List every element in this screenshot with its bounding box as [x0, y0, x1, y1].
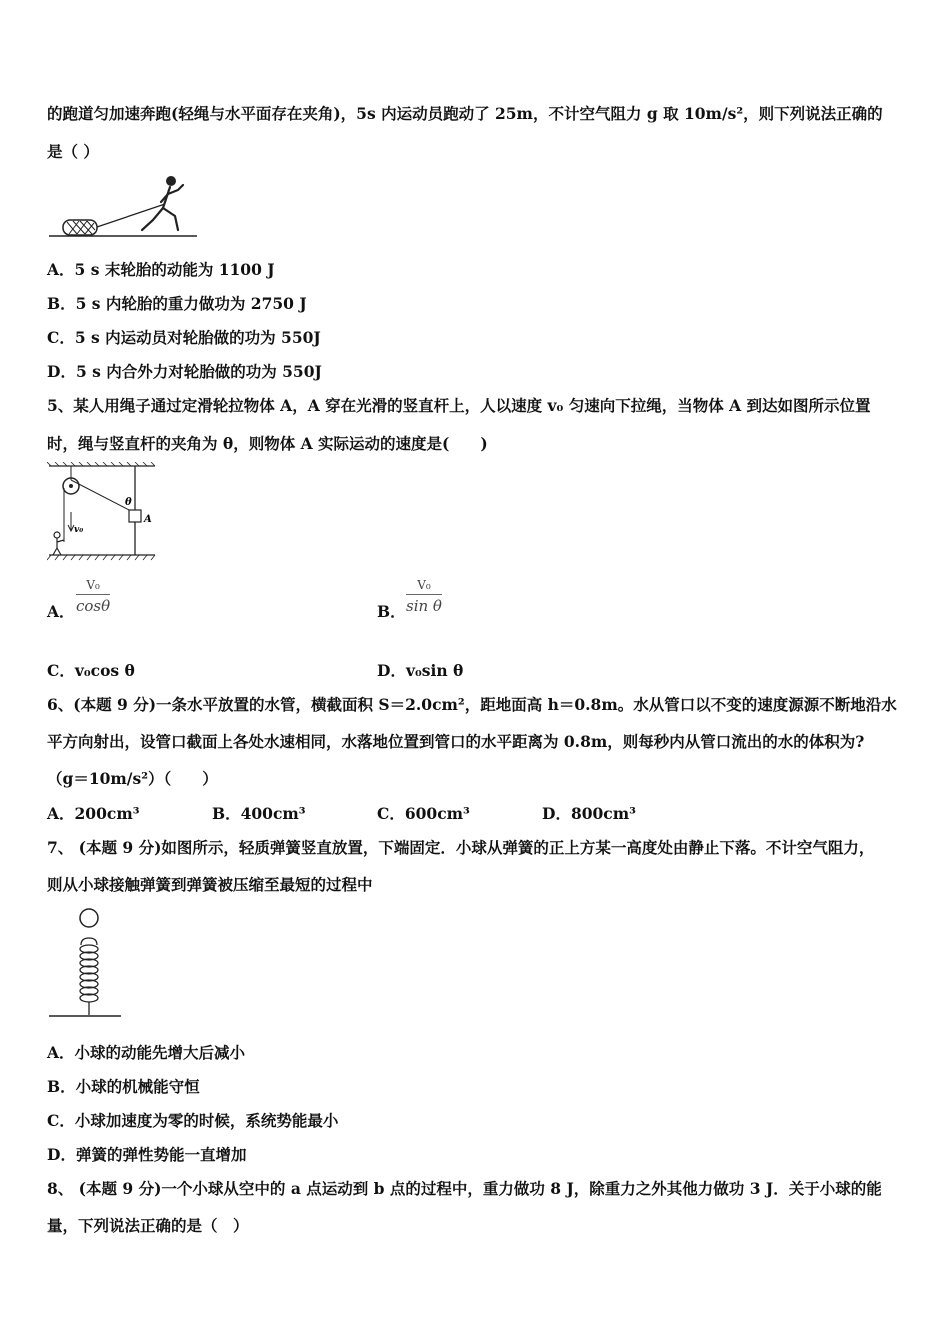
q5-option-d: D．v₀sin θ [377, 661, 464, 680]
q5-stem-line2: 时，绳与竖直杆的夹角为 θ，则物体 A 实际运动的速度是( ) [47, 434, 488, 453]
q5-option-b-numerator: V₀ [406, 578, 442, 595]
q4-option-a: A．5 s 末轮胎的动能为 1100 J [47, 260, 275, 279]
q4-stem-line1: 的跑道匀加速奔跑(轻绳与水平面存在夹角)，5s 内运动员跑动了 25m，不计空气阻力 g 取 10m/s²，则下列说法正确的 [47, 104, 883, 123]
q5-option-b-label: B． [377, 602, 406, 621]
q6-option-b: B．400cm³ [212, 804, 306, 823]
a-label: A [144, 514, 152, 525]
q5-option-b-fraction [406, 578, 442, 615]
q5-option-a-denominator: cosθ [76, 597, 111, 615]
q6-stem-line2: 平方向射出，设管口截面上各处水速相同，水落地位置到管口的水平距离为 0.8m，则每秒内从管口流出的水的体积为? [47, 732, 865, 751]
q4-option-b: B．5 s 内轮胎的重力做功为 2750 J [47, 294, 307, 313]
q7-stem-line1: 7、 (本题 9 分)如图所示，轻质弹簧竖直放置，下端固定．小球从弹簧的正上方某一高度处由静止下落。不计空气阻力， [47, 838, 875, 857]
q5-stem-line1: 5、某人用绳子通过定滑轮拉物体 A，A 穿在光滑的竖直杆上，人以速度 v₀ 匀速向下拉绳，当物体 A 到达如图所示位置 [47, 396, 871, 415]
q6-stem-line1: 6、(本题 9 分)一条水平放置的水管，横截面积 S＝2.0cm²，距地面高 h＝0.8m。水从管口以不变的速度源源不断地沿水 [47, 695, 897, 714]
q8-stem-line2: 量，下列说法正确的是（ ） [47, 1216, 249, 1235]
q7-option-a: A．小球的动能先增大后减小 [47, 1043, 246, 1062]
q6-stem-line3: （g＝10m/s²）（ ） [47, 769, 218, 788]
q4-stem-line2: 是（ ） [47, 142, 99, 161]
q7-option-c: C．小球加速度为零的时候，系统势能最小 [47, 1111, 339, 1130]
q6-option-c: C．600cm³ [377, 804, 470, 823]
q7-option-d: D．弹簧的弹性势能一直增加 [47, 1145, 247, 1164]
pulley-rod-figure [47, 462, 159, 562]
block-a-icon [129, 510, 141, 522]
q7-stem-line2: 则从小球接触弹簧到弹簧被压缩至最短的过程中 [47, 875, 373, 894]
ball-spring-figure [47, 905, 127, 1025]
ball-icon [80, 909, 98, 927]
person-icon [53, 532, 64, 555]
q4-option-d: D．5 s 内合外力对轮胎做的功为 550J [47, 362, 322, 381]
q6-option-d: D．800cm³ [542, 804, 636, 823]
q4-option-c: C．5 s 内运动员对轮胎做的功为 550J [47, 328, 321, 347]
theta-label: θ [125, 497, 132, 508]
q7-option-b: B．小球的机械能守恒 [47, 1077, 200, 1096]
q5-option-a-fraction [76, 578, 110, 615]
runner-icon [142, 176, 183, 230]
q6-option-a: A．200cm³ [47, 804, 140, 823]
runner-pulling-tire-figure [47, 172, 207, 242]
q5-option-a-numerator: V₀ [76, 578, 110, 595]
spring-icon [80, 938, 98, 1015]
q5-option-b-denominator: sin θ [406, 597, 442, 615]
q8-stem-line1: 8、 (本题 9 分)一个小球从空中的 a 点运动到 b 点的过程中，重力做功 8 J，除重力之外其他力做功 3 J．关于小球的能 [47, 1179, 882, 1198]
q5-option-c: C．v₀cos θ [47, 661, 135, 680]
tire-icon [63, 220, 97, 235]
q5-option-a-label: A． [47, 602, 75, 621]
v0-label: v₀ [74, 525, 84, 535]
